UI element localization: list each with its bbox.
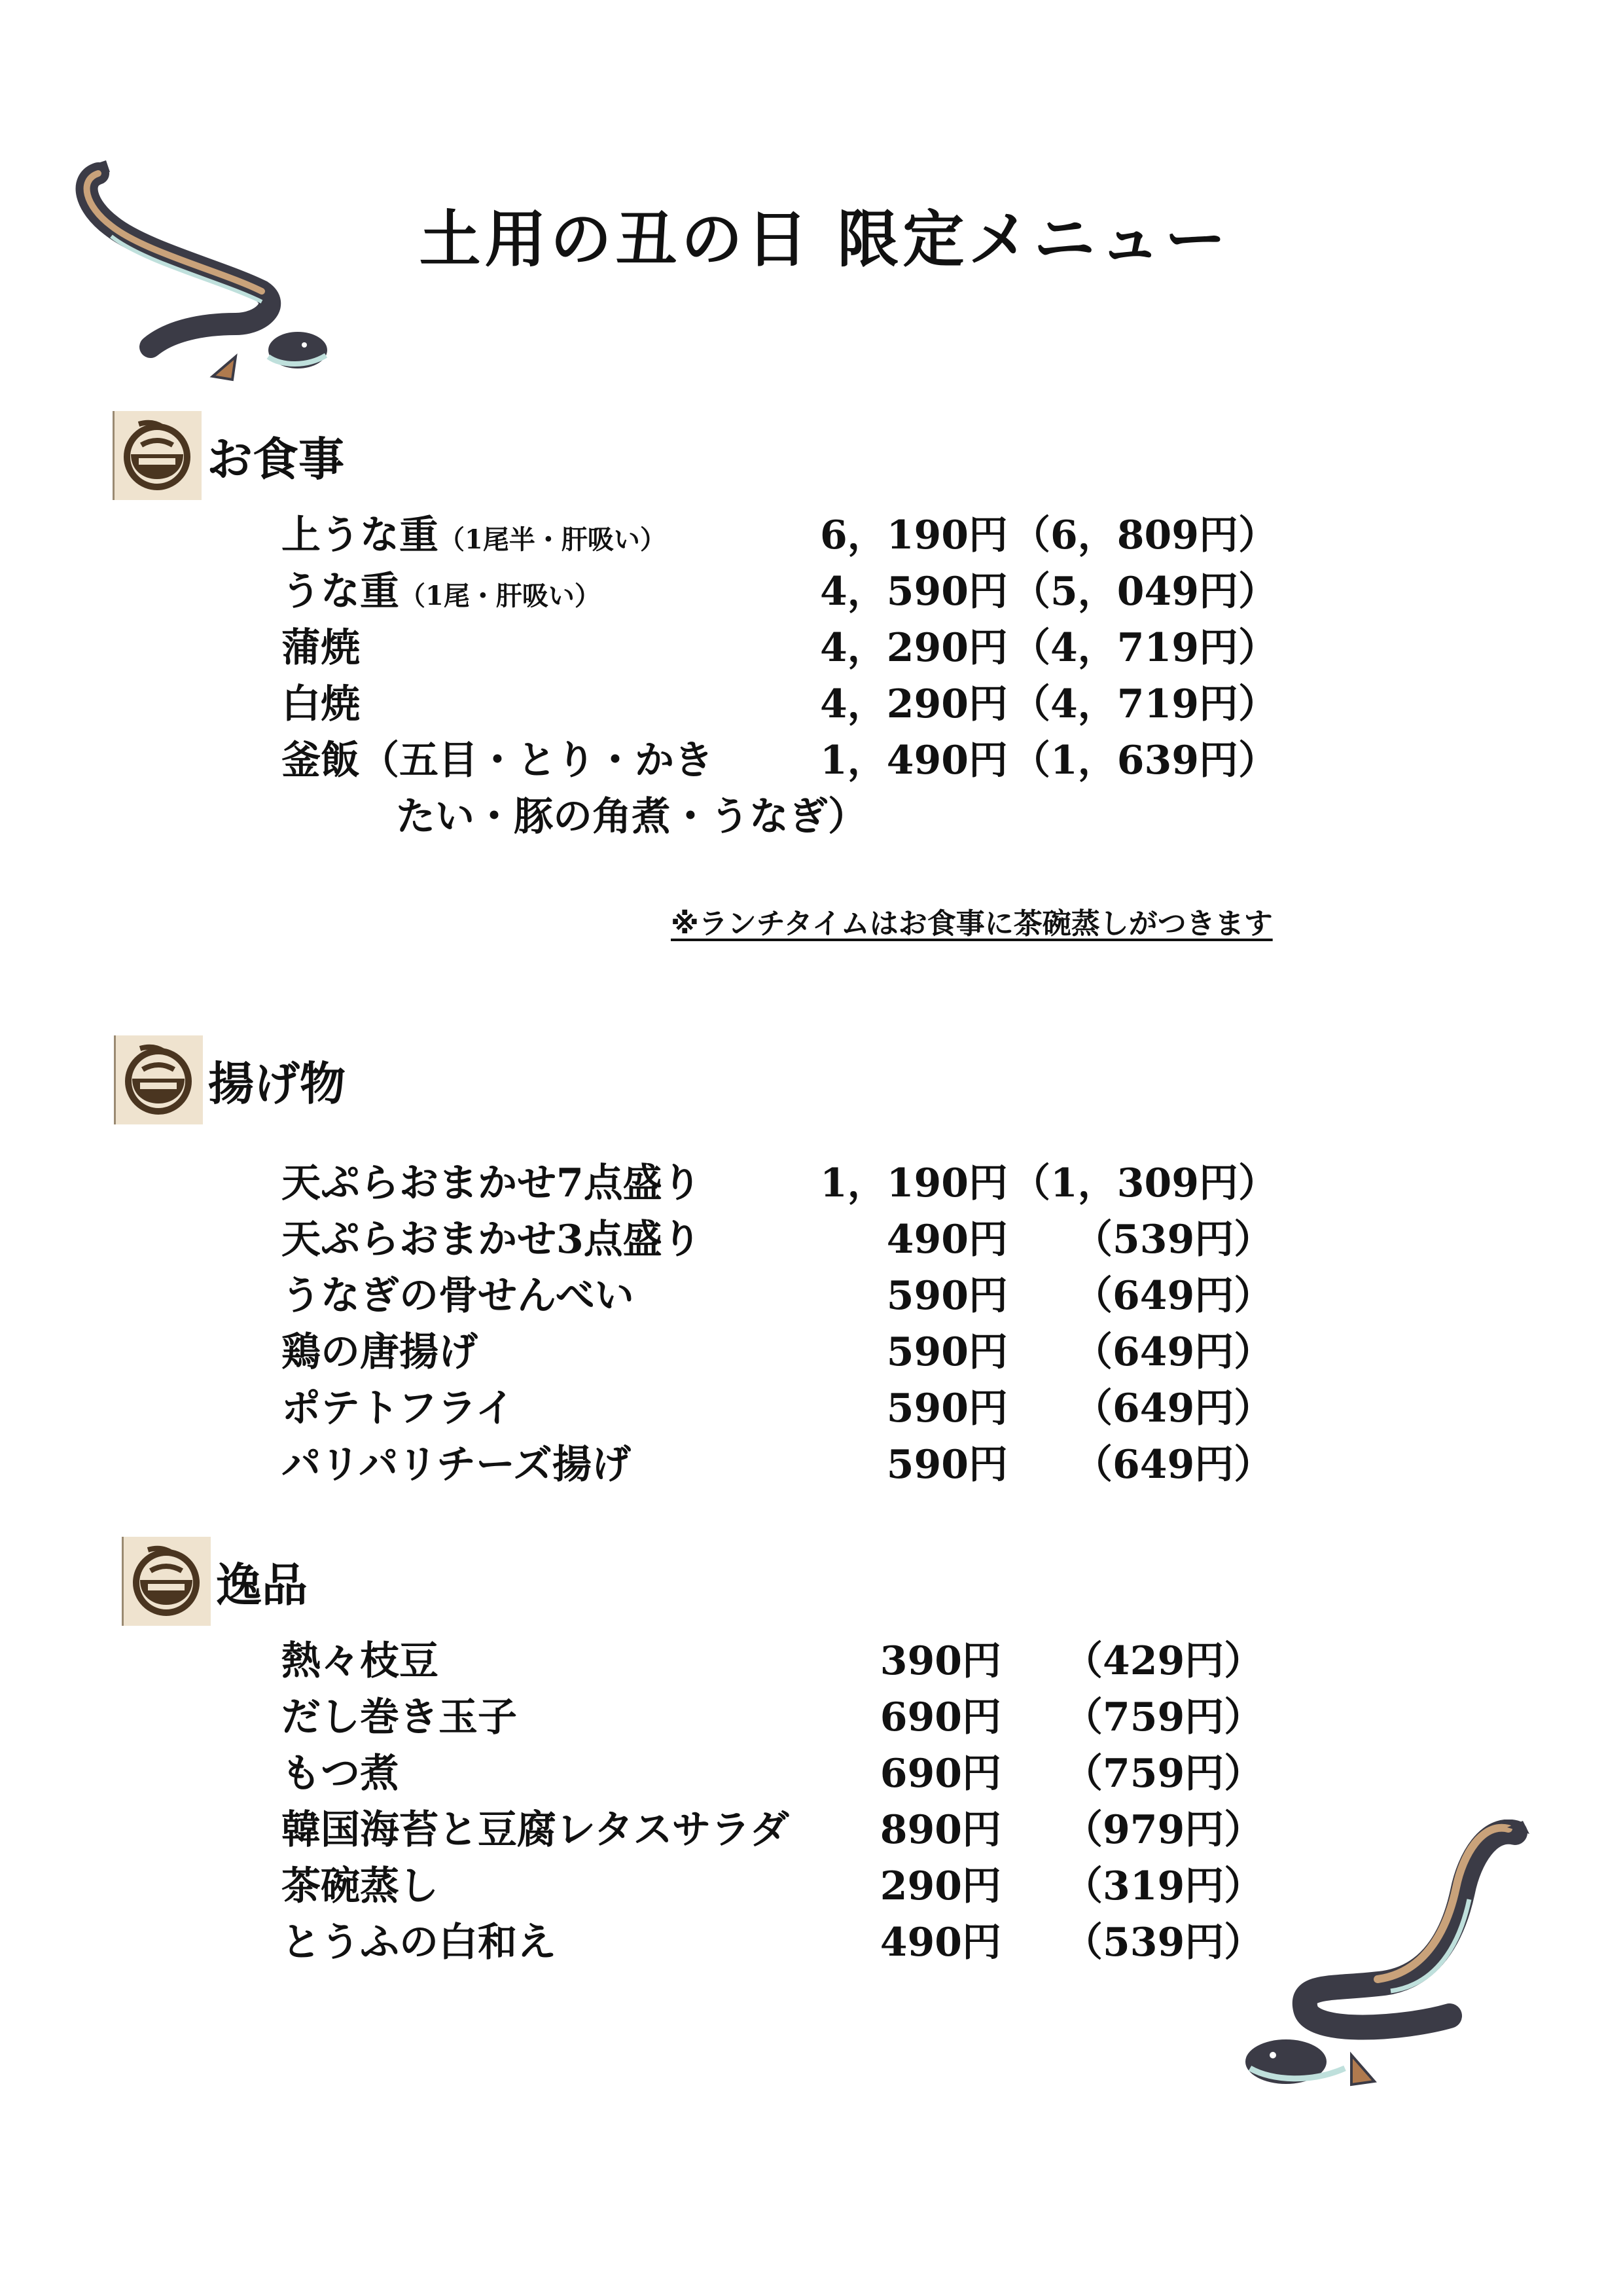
item-name: うな重 (281, 569, 399, 615)
item-price: 390円 (880, 1638, 1001, 1684)
item-price: 4，590円 (820, 569, 1008, 615)
item-price: 4，290円 (820, 681, 1008, 727)
item-price-with-tax: （649円） (1073, 1273, 1274, 1319)
menu-item (0, 1742, 1623, 1799)
eel-illustration-icon (1234, 1820, 1548, 2108)
menu-item (0, 617, 1623, 673)
item-price-with-tax: （1，639円） (1011, 738, 1277, 783)
rice-bowl-icon (122, 1537, 211, 1626)
item-name: 韓国海苔と豆腐レタスサラダ (281, 1807, 789, 1853)
lunch-footnote: ※ランチタイムはお食事に茶碗蒸しがつきます (671, 907, 1273, 941)
item-price: 590円 (886, 1329, 1008, 1375)
item-price-with-tax: （539円） (1073, 1217, 1274, 1263)
item-price: 4，290円 (820, 625, 1008, 671)
item-name: 鶏の唐揚げ (281, 1329, 478, 1375)
section-header-meals (113, 411, 344, 500)
item-name: 蒲焼 (281, 625, 360, 671)
meals-list (0, 504, 1623, 842)
item-price-with-tax: （319円） (1063, 1863, 1264, 1909)
item-price-with-tax: （429円） (1063, 1638, 1264, 1684)
item-price-with-tax: （4，719円） (1011, 681, 1277, 727)
fried-list (0, 1152, 1623, 1490)
menu-item (0, 729, 1623, 785)
menu-item (0, 1433, 1623, 1490)
item-note: （1尾・肝吸い） (399, 581, 601, 611)
item-name: ポテトフライ (281, 1386, 515, 1431)
section-title: 揚げ物 (208, 1056, 346, 1111)
item-price: 890円 (880, 1807, 1001, 1853)
item-price: 690円 (880, 1751, 1001, 1797)
item-price: 490円 (880, 1920, 1001, 1965)
item-name: とうふの白和え (281, 1920, 556, 1965)
item-name: 上うな重 (281, 512, 438, 558)
menu-item (0, 504, 1623, 560)
item-price: 690円 (880, 1695, 1001, 1740)
item-price-with-tax: （1，309円） (1011, 1160, 1277, 1206)
item-price: 1，190円 (820, 1160, 1008, 1206)
item-price: 290円 (880, 1863, 1001, 1909)
item-name: うなぎの骨せんべい (281, 1273, 634, 1319)
section-header-fried (114, 1035, 346, 1124)
item-price-with-tax: （759円） (1063, 1695, 1264, 1740)
item-price-with-tax: （539円） (1063, 1920, 1264, 1965)
item-name: 天ぷらおまかせ3点盛り (281, 1217, 702, 1263)
item-price: 590円 (886, 1442, 1008, 1488)
menu-item (0, 1265, 1623, 1321)
menu-item (0, 1208, 1623, 1265)
item-price: 590円 (886, 1386, 1008, 1431)
page-title: 土用の丑の日 限定メニュー (419, 204, 1230, 276)
menu-item (0, 1321, 1623, 1377)
item-name-continuation: たい・豚の角煮・うなぎ） (396, 794, 867, 840)
item-name: だし巻き玉子 (281, 1695, 517, 1740)
menu-item (0, 560, 1623, 617)
item-note: （1尾半・肝吸い） (438, 524, 666, 555)
item-price: 590円 (886, 1273, 1008, 1319)
item-price: 490円 (886, 1217, 1008, 1263)
menu-item (0, 673, 1623, 729)
menu-item (0, 1686, 1623, 1742)
item-price-with-tax: （649円） (1073, 1329, 1274, 1375)
item-name: 釜飯（五目・とり・かき (281, 738, 713, 783)
section-header-specials (122, 1537, 308, 1626)
menu-item (0, 1630, 1623, 1686)
item-name: 白焼 (281, 681, 360, 727)
item-price: 6，190円 (820, 512, 1008, 558)
item-name: 天ぷらおまかせ7点盛り (281, 1160, 702, 1206)
item-name: 茶碗蒸し (281, 1863, 438, 1909)
item-price-with-tax: （649円） (1073, 1442, 1274, 1488)
section-title: 逸品 (216, 1557, 308, 1612)
item-price: 1，490円 (820, 738, 1008, 783)
item-name: もつ煮 (281, 1751, 399, 1797)
item-price-with-tax: （649円） (1073, 1386, 1274, 1431)
item-price-with-tax: （5，049円） (1011, 569, 1277, 615)
item-name: 熱々枝豆 (281, 1638, 438, 1684)
item-name: パリパリチーズ揚げ (281, 1442, 631, 1488)
section-title: お食事 (207, 431, 344, 486)
item-price-with-tax: （759円） (1063, 1751, 1264, 1797)
rice-bowl-icon (113, 411, 202, 500)
rice-bowl-icon (114, 1035, 203, 1124)
menu-item (0, 1152, 1623, 1208)
menu-item (0, 1377, 1623, 1433)
item-price-with-tax: （4，719円） (1011, 625, 1277, 671)
menu-item-continuation (0, 785, 1623, 842)
item-price-with-tax: （979円） (1063, 1807, 1264, 1853)
item-price-with-tax: （6，809円） (1011, 512, 1277, 558)
